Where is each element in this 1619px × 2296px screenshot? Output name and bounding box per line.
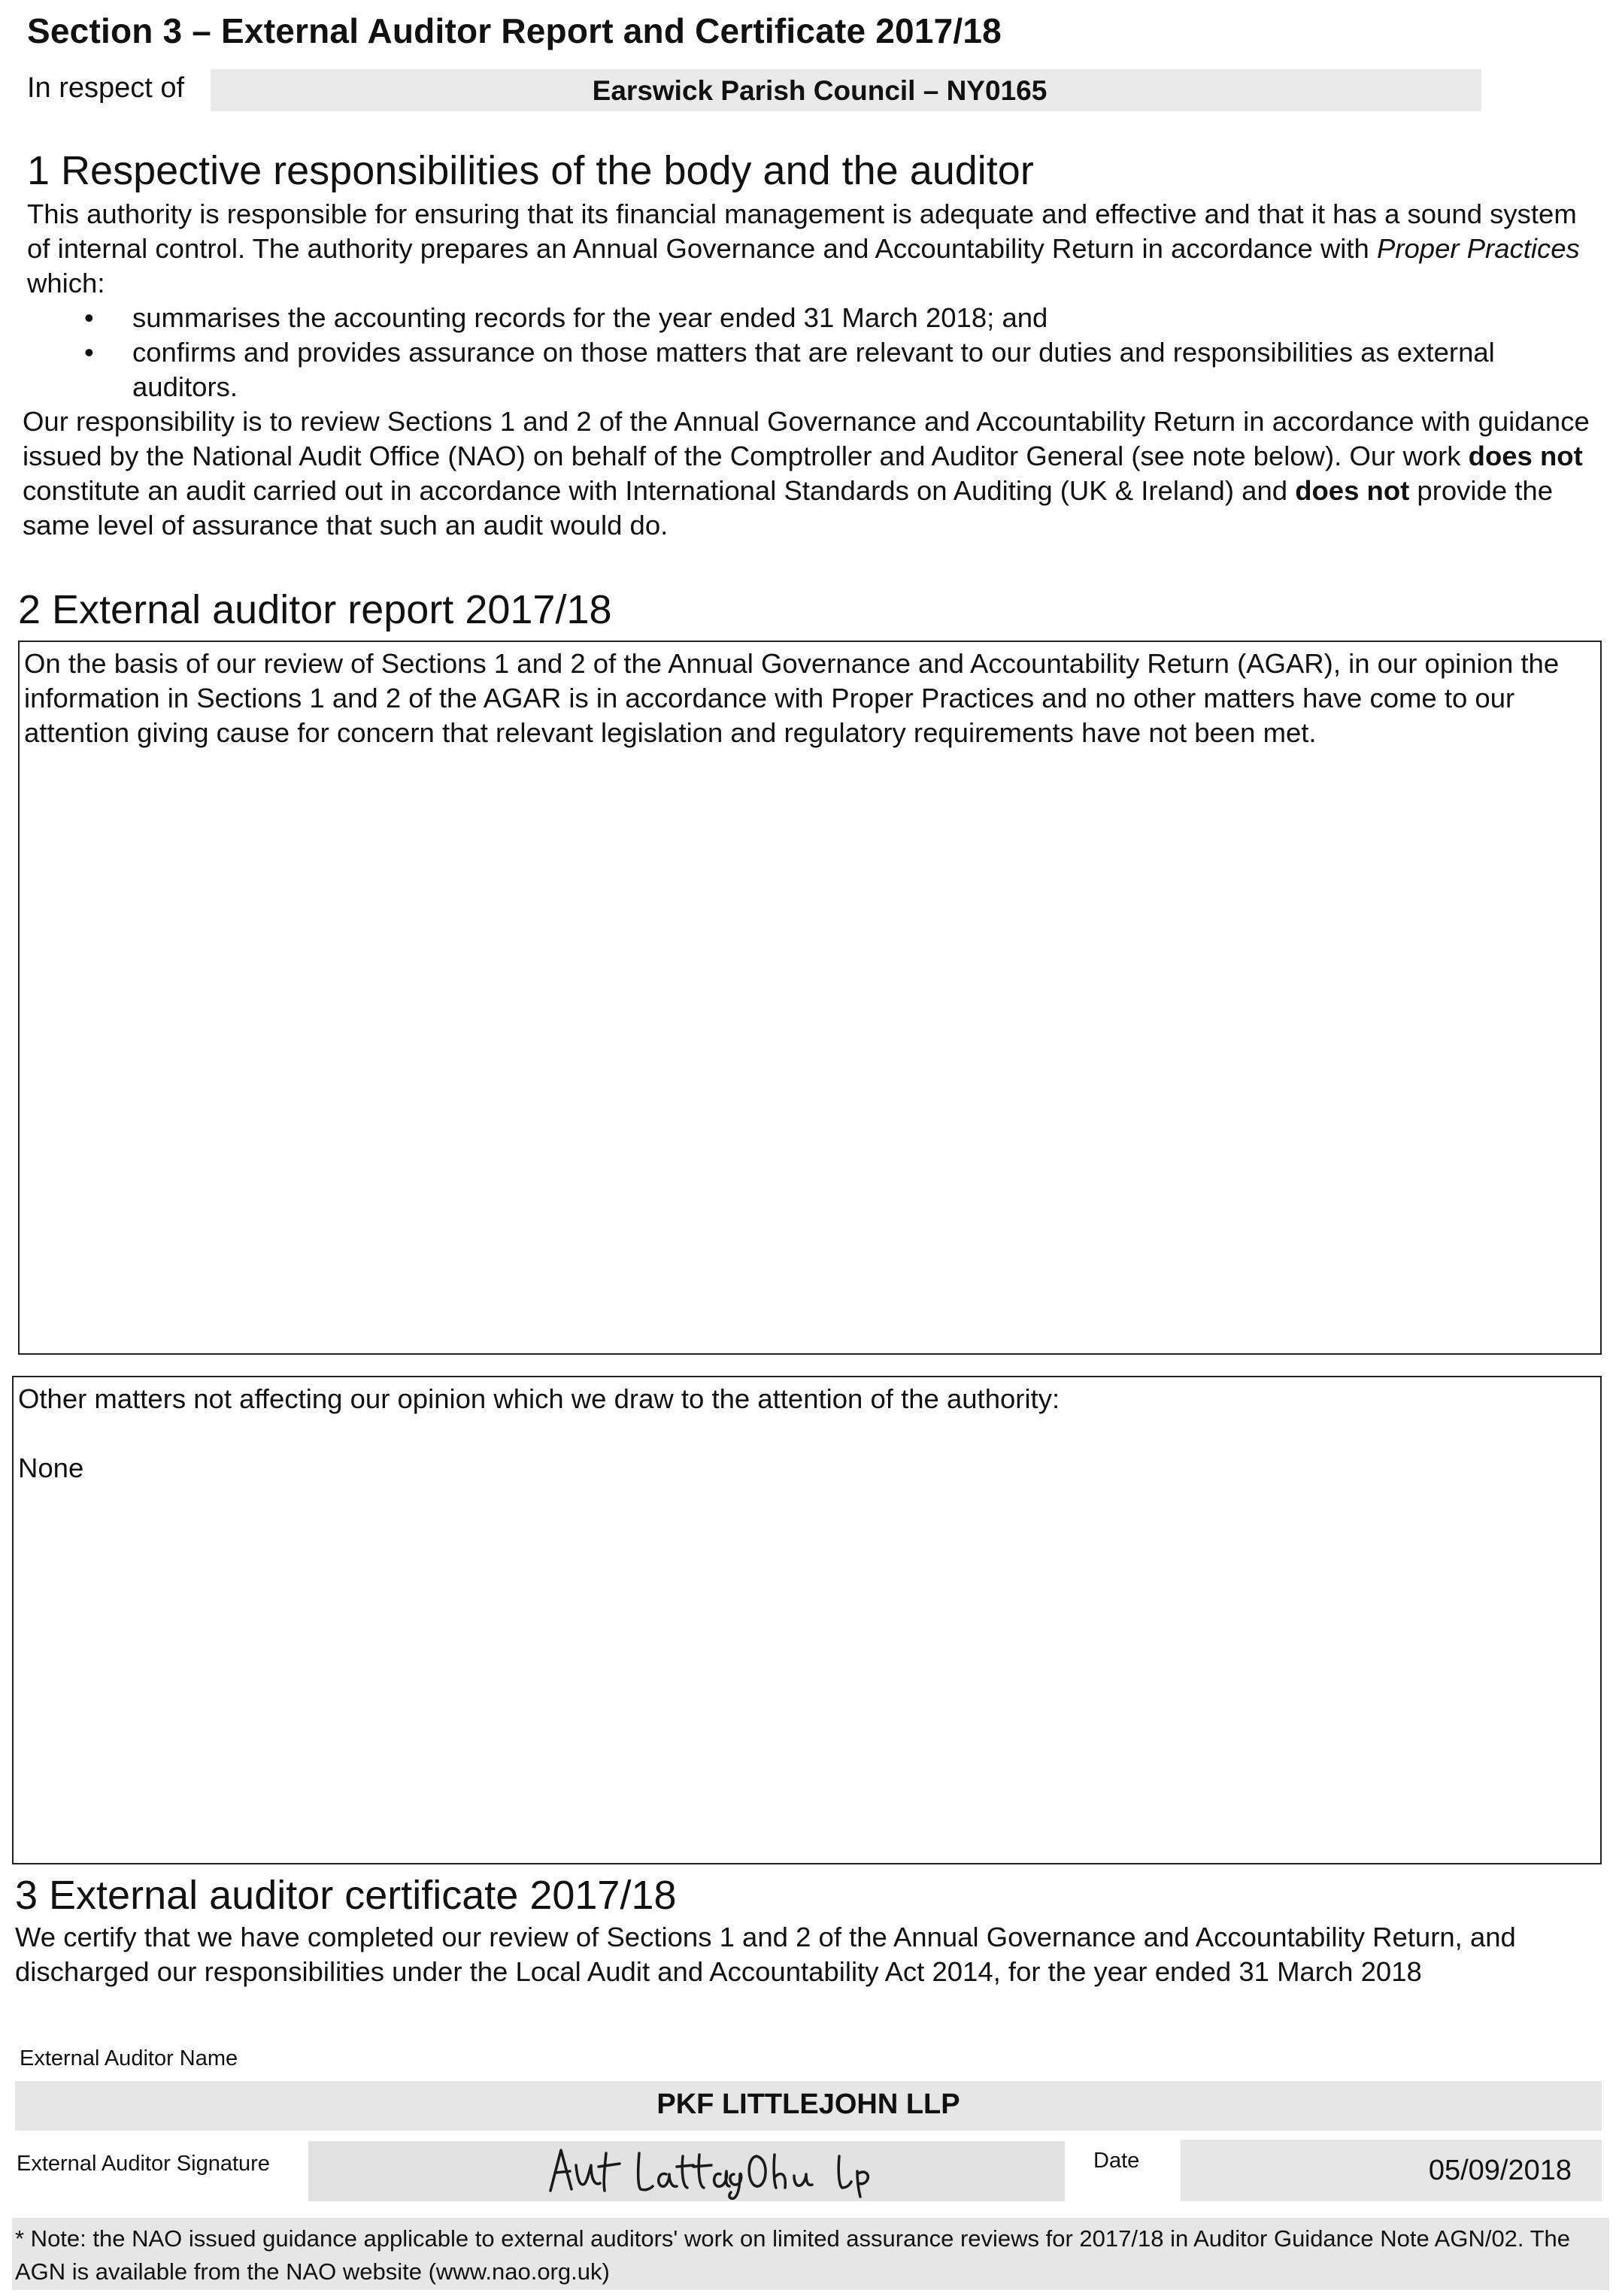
signature-field (308, 2141, 1065, 2201)
date-value: 05/09/2018 (1428, 2155, 1572, 2186)
section2-heading: 2 External auditor report 2017/18 (18, 587, 612, 632)
other-matters-box (12, 1376, 1602, 1864)
auditor-name-label: External Auditor Name (20, 2046, 238, 2070)
section1-heading: 1 Respective responsibilities of the body and the auditor (27, 148, 1034, 193)
section1-intro-text-end: which: (27, 268, 105, 298)
bullet-text: summarises the accounting records for the year ended 31 March 2018; and (132, 302, 1048, 333)
auditor-report-text: On the basis of our review of Sections 1 and 2 of the Annual Governance and Accountability Return (AGAR), in our opinion the information in Sections 1 and 2 of the AGAR is in accordance with Proper Practices and no other matters have come to our attention giving cause for concern that relevant legislation and regulatory requirements have not been met. (24, 648, 1560, 748)
list-item (27, 301, 1599, 335)
certificate-text: We certify that we have completed our review of Sections 1 and 2 of the Annual Governance and Accountability Return, and discharged our responsibilities under the Local Audit and Accountability Act 2014, for the year ended 31 March 2018 (15, 1922, 1516, 1987)
responsibility-text-end: provide the same level of assurance that such an audit would do. (23, 475, 1554, 541)
section3-heading: 3 External auditor certificate 2017/18 (15, 1873, 677, 1918)
bullet-icon: • (84, 337, 94, 368)
signature-label: External Auditor Signature (17, 2152, 270, 2176)
in-respect-of-field (211, 69, 1481, 111)
auditor-name-value: PKF LITTLEJOHN LLP (656, 2089, 960, 2120)
in-respect-of-label: In respect of (27, 72, 185, 104)
date-field (1181, 2140, 1602, 2201)
section1-body (23, 197, 1599, 543)
proper-practices-italic: Proper Practices (1377, 233, 1580, 264)
does-not-bold: does not (1468, 441, 1583, 471)
section1-responsibility (23, 404, 1599, 543)
signature-image (308, 2141, 1065, 2201)
other-matters-value: None (18, 1452, 84, 1483)
auditor-name-field (15, 2081, 1602, 2131)
bullet-icon: • (84, 302, 94, 333)
auditor-report-box (18, 641, 1602, 1355)
section1-intro (27, 197, 1599, 301)
bullet-text: confirms and provides assurance on those matters that are relevant to our duties and responsibilities as external auditors. (132, 337, 1495, 402)
responsibility-text: Our responsibility is to review Sections 1 and 2 of the Annual Governance and Accountability Return in accordance with guidance issued by the National Audit Office (NAO) on behalf of the Comptroller and Auditor General (see note below). Our work (23, 406, 1590, 471)
responsibility-text-mid: constitute an audit carried out in accordance with International Standards on Auditing (UK & Ireland) and (23, 475, 1296, 506)
nao-footnote: * Note: the NAO issued guidance applicable to external auditors' work on limited assurance reviews for 2017/18 in Auditor Guidance Note AGN/02. The AGN is available from the NAO website (www.nao.org.uk) (12, 2218, 1609, 2290)
section1-intro-text: This authority is responsible for ensuring that its financial management is adequate and effective and that it has a sound system of internal control. The authority prepares an Annual Governance and Accountability Return in accordance with (27, 198, 1577, 264)
section-title: Section 3 – External Auditor Report and Certificate 2017/18 (27, 11, 1002, 50)
list-item (27, 335, 1599, 404)
does-not-bold: does not (1295, 475, 1410, 506)
section1-bullet-list (27, 301, 1599, 404)
other-matters-label: Other matters not affecting our opinion which we draw to the attention of the authority: (18, 1383, 1060, 1414)
date-label: Date (1093, 2149, 1140, 2173)
in-respect-of-value: Earswick Parish Council – NY0165 (592, 75, 1047, 106)
